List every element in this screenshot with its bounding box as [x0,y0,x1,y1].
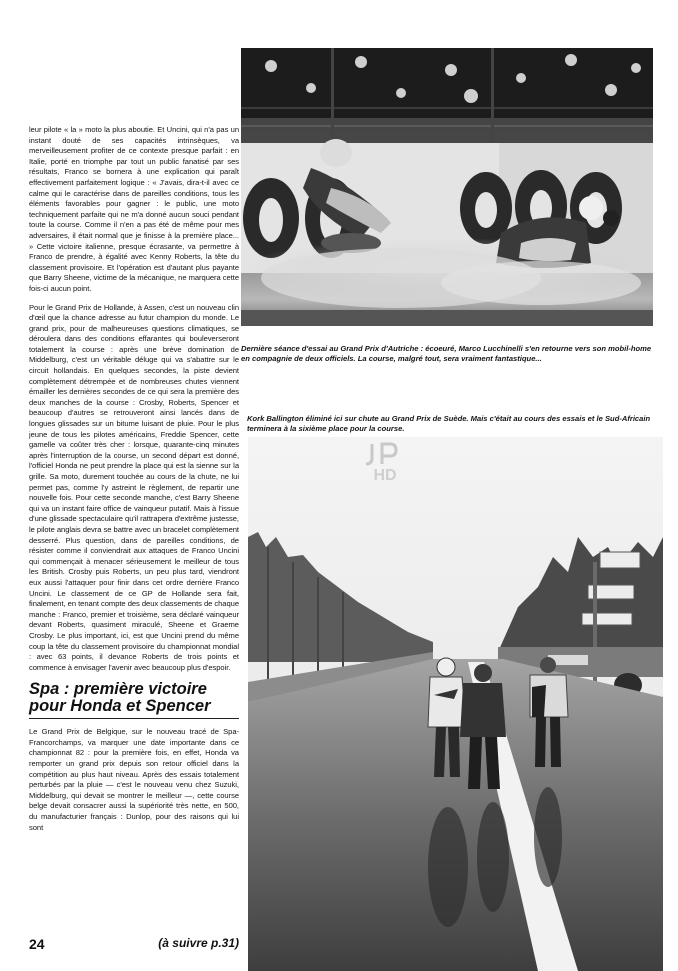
crash-photo-image [241,48,653,326]
photo-caption-top: Dernière séance d'essai au Grand Prix d'Autriche : écoeuré, Marco Lucchinelli s'en retourne vers son mobil-home en compagnie de deux officiels. La course, malgré tout, sera vraiment fantastique... [241,344,652,363]
section-heading-line-1: Spa : première victoire [29,680,207,699]
article-column [29,125,239,841]
section-heading [29,681,239,719]
page-footer [29,932,239,952]
continued-note: (à suivre p.31) [158,936,239,950]
article-paragraph-2: Pour le Grand Prix de Hollande, à Assen, c'est un nouveau clin d'œil que la chance adresse au futur champion du monde. Le grand prix, pour de malheureuses questions climatiques, se déroulera dans des conditions effarantes qui bouleverseront totalement la course : après une brève domination de Middelburg, c'est un véritable déluge qui va s'abattre sur le circuit hollandais. En quelques secondes, la piste devient complètement détrempée et de nombreuses chutes viennent émailler les dernières secondes de ce qui sera la première des deux manches de la course : Crosby, Roberts, Spencer et beaucoup d'autres se retrouveront ainsi lancés dans de longues glissades sur un bitume luisant de pluie. Pour le plus jeune de tous les pilotes américains, Freddie Spencer, cette gamelle va coûter très cher : lorsque, quarante-cinq minutes après l'interruption de la course, un second départ est donné, l'officiel Honda ne peut prendre la place qui est la sienne sur la grille. Sa moto, durement touchée au cours de la chute, ne lui permet pas, comme l'y astreint le règlement, de repartir une nouvelle fois. Pour cette seconde manche, c'est Barry Sheene qui va un instant faire office de vainqueur putatif. Mais à l'issue d'une glissade spectaculaire qu'il rattrapera d'extrême justesse, le pilote anglais devra se battre avec un bracelet complètement desserré. Plus question, dans de pareilles conditions, de résister comme il conviendrait aux attaques de Franco Uncini qui commençait à menacer sérieusement le meilleur de tous les British. Crosby puis Roberts, un peu plus tard, viendront eux aussi l'attaquer pour finir dans cet ordre derrière Franco Uncini. Le classement de ce GP de Hollande sera fait, finalement, en tenant compte des deux classements de chaque manche : Franco, premier et troisième, sera déclaré vainqueur devant Roberts, quasiment miraculé, Sheene et Graeme Crosby. Le plus important, ici, est que Uncini prend du même coup la tête du classement provisoire du championnat mondial : avec 63 points, il devance Roberts de trois points et commence à envisager l'avenir avec beaucoup plus d'espoir. [29,302,239,672]
article-paragraph-3: Le Grand Prix de Belgique, sur le nouveau tracé de Spa-Francorchamps, va marquer une date importante dans ce championnat 82 : pour la première fois, en effet, Honda va remporter un grand prix depuis son retour officiel dans la compétition au plus haut niveau. Après des essais totalement perturbés par la pluie — c'est le nouveau venu chez Suzuki, Middelburg, qui devait se montrer le meilleur —, cette course belge devait consacrer aussi la supériorité très nette, en 500, du manufacturier français : Dunlop, pour des raisons qui lui sont [29,727,239,832]
article-paragraph-1: leur pilote « la » moto la plus aboutie. Et Uncini, qui n'a pas un instant douté de ses capacités intrinsèques, va merveilleusement profiter de ce contexte presque parfait : en Italie, porté en triomphe par tout un public fanatisé par ses résultats, Franco se bornera à une explication qui paraît effectivement parfaitement logique : « J'avais, dira-t-il avec ce calme qui le caractérise dans de pareilles conditions, tous les éléments favorables pour gagner : le public, une moto techniquement parfaite qui ne m'a donné aucun souci pendant toute la course. Comme il n'en a pas été de même pour mes adversaires, il était normal que je finisse à la première place... » Cette victoire italienne, presque écrasante, va permettre à Franco de prendre, à égalité avec Kenny Roberts, la tête du classement provisoire. Et l'opération est d'autant plus payante que Barry Sheene, victime de la mécanique, ne marquera cette fois-ci aucun point. [29,125,239,293]
crash-photo [241,48,653,326]
watermark-text: HD [373,467,397,482]
page-number: 24 [29,936,45,952]
section-heading-line-2: pour Honda et Spencer [29,697,211,716]
watermark-logo [360,440,410,482]
track-walk-photo [248,437,663,971]
track-walk-photo-image [248,437,663,971]
photo-caption-bottom: Kork Ballington éliminé ici sur chute au Grand Prix de Suède. Mais c'était au cours des essais et le Sud-Africain terminera à la sixième place pour la course. [247,414,651,433]
